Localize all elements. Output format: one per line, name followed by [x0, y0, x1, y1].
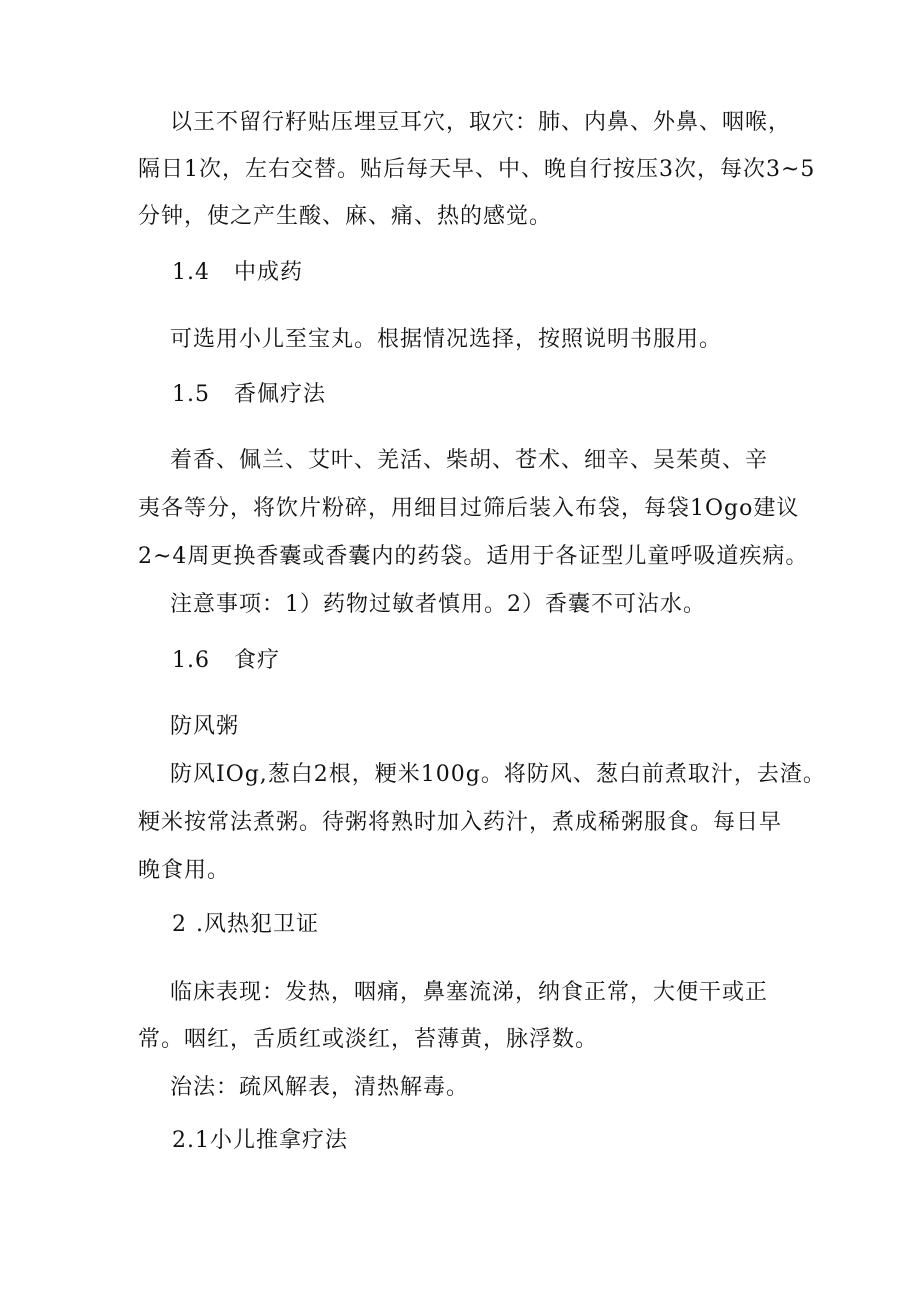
paragraph-line: 防风IOg,葱白2根，粳米100g。将防风、葱白前煮取汁，去渣。 — [170, 762, 826, 787]
section-title: 香佩疗法 — [234, 382, 327, 407]
section-number: 2 — [172, 912, 187, 937]
section-title: .风热犯卫证 — [196, 912, 319, 937]
recipe-title: 防风粥 — [170, 714, 240, 739]
paragraph-line: 注意事项：1）药物过敏者慎用。2）香囊不可沾水。 — [170, 592, 706, 617]
paragraph-line: 治法：疏风解表，清热解毒。 — [170, 1075, 470, 1100]
paragraph-line: 以王不留行籽贴压埋豆耳穴，取穴：肺、内鼻、外鼻、咽喉， — [170, 110, 792, 135]
section-heading-2 — [172, 910, 319, 940]
section-number: 1.5 — [172, 382, 210, 407]
paragraph-line: 可选用小儿至宝丸。根据情况选择，按照说明书服用。 — [170, 327, 723, 352]
section-number: 1.4 — [172, 260, 210, 285]
paragraph-line: 晚食用。 — [138, 858, 231, 883]
section-title: 食疗 — [234, 648, 281, 673]
paragraph-line: 2~4周更换香囊或香囊内的药袋。适用于各证型儿童呼吸道疾病。 — [138, 544, 809, 569]
section-heading-1-4 — [172, 258, 303, 288]
section-heading-2-1: 2.1小儿推拿疗法 — [172, 1128, 348, 1153]
paragraph-line: 分钟，使之产生酸、麻、痛、热的感觉。 — [138, 204, 553, 229]
section-number: 1.6 — [172, 648, 210, 673]
paragraph-line: 夷各等分，将饮片粉碎，用细目过筛后装入布袋，每袋1Ogo建议 — [138, 496, 800, 521]
section-title: 中成药 — [234, 260, 304, 285]
section-heading-1-6 — [172, 646, 280, 676]
paragraph-line: 常。咽红，舌质红或淡红，苔薄黄，脉浮数。 — [138, 1027, 599, 1052]
section-heading-1-5 — [172, 380, 326, 410]
paragraph-line: 粳米按常法煮粥。待粥将熟时加入药汁，煮成稀粥服食。每日早 — [138, 810, 783, 835]
paragraph-line: 着香、佩兰、艾叶、羌活、柴胡、苍术、细辛、吴茱萸、辛 — [170, 448, 769, 473]
paragraph-line: 临床表现：发热，咽痛，鼻塞流涕，纳食正常，大便干或正 — [170, 980, 769, 1005]
paragraph-line: 隔日1次，左右交替。贴后每天早、中、晚自行按压3次，每次3~5 — [138, 157, 816, 182]
